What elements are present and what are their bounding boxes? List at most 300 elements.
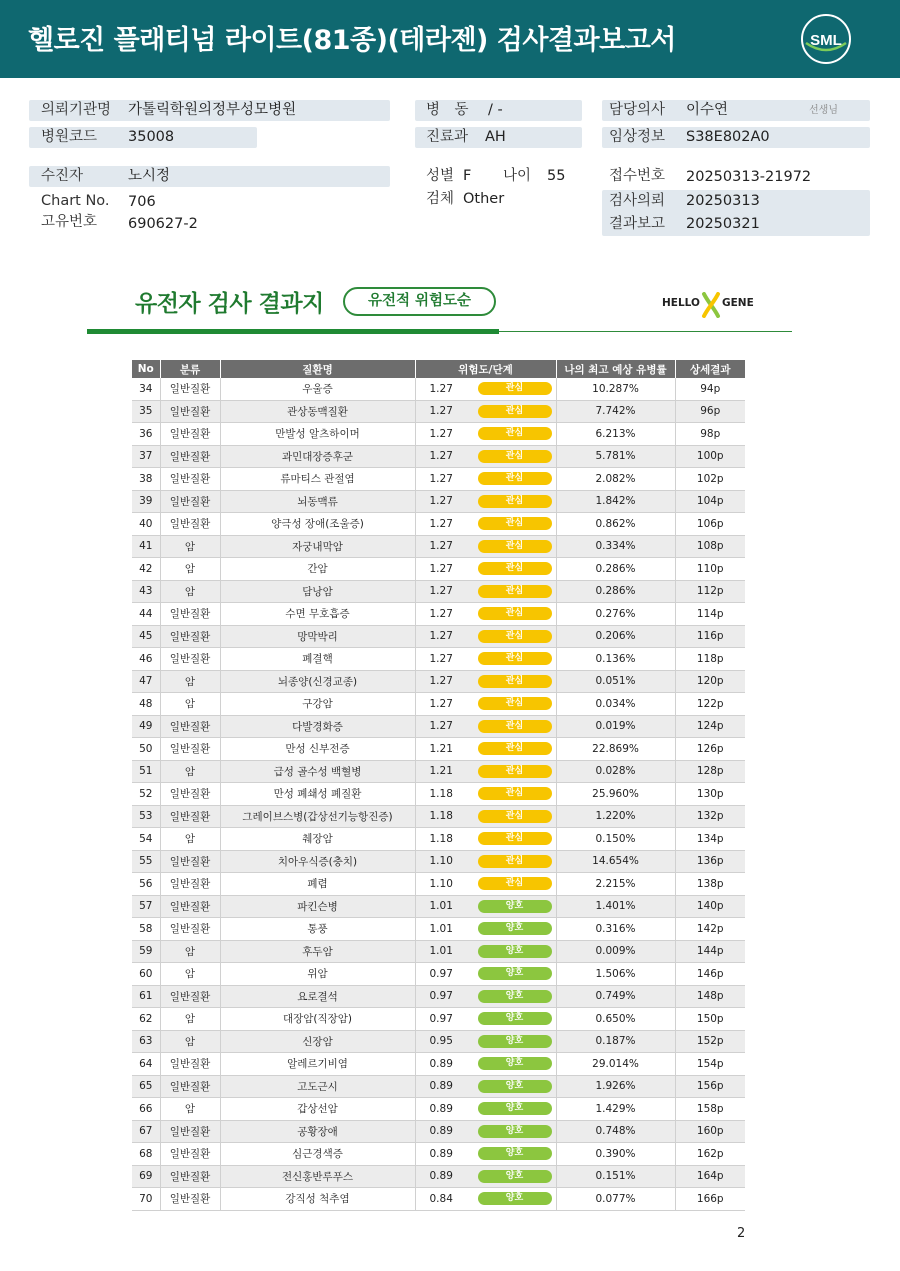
row-risk: [415, 1143, 556, 1166]
row-disease: 대장암(직장암): [220, 1008, 415, 1031]
row-prevalence: 0.187%: [556, 1030, 675, 1053]
stage-badge: 관심: [478, 832, 552, 845]
row-disease: 우울증: [220, 378, 415, 400]
row-prevalence: 0.316%: [556, 918, 675, 941]
row-category: 일반질환: [160, 1143, 220, 1166]
row-risk: [415, 918, 556, 941]
stage-badge: 관심: [478, 495, 552, 508]
row-category: 일반질환: [160, 445, 220, 468]
row-category: 일반질환: [160, 850, 220, 873]
row-detail-page: 138p: [675, 873, 745, 896]
row-risk: [415, 1030, 556, 1053]
row-detail-page: 126p: [675, 738, 745, 761]
row-detail-page: 96p: [675, 400, 745, 423]
specimen-label: 검체: [426, 191, 455, 207]
stage-badge: 양호: [478, 1080, 552, 1093]
row-disease: 심근경색증: [220, 1143, 415, 1166]
hello-gene-logo: [662, 292, 754, 318]
risk-value: 0.89: [429, 1147, 453, 1160]
stage-badge: 관심: [478, 810, 552, 823]
row-no: 59: [132, 940, 160, 963]
row-risk: [415, 490, 556, 513]
row-risk: [415, 895, 556, 918]
logo-text: SML: [810, 32, 842, 49]
row-risk: [415, 445, 556, 468]
row-category: 일반질환: [160, 738, 220, 761]
brand-hello: HELLO: [662, 297, 700, 309]
row-prevalence: 1.401%: [556, 895, 675, 918]
dna-icon: [700, 292, 722, 318]
row-no: 57: [132, 895, 160, 918]
row-no: 39: [132, 490, 160, 513]
row-detail-page: 114p: [675, 603, 745, 626]
row-prevalence: 1.429%: [556, 1098, 675, 1121]
row-risk: [415, 513, 556, 536]
risk-value: 0.89: [429, 1102, 453, 1115]
stage-badge: 관심: [478, 540, 552, 553]
row-risk: [415, 760, 556, 783]
doctor-label: 담당의사: [609, 102, 666, 118]
row-risk: [415, 783, 556, 806]
stage-badge: 관심: [478, 787, 552, 800]
row-detail-page: 104p: [675, 490, 745, 513]
row-category: 암: [160, 760, 220, 783]
row-disease: 담낭암: [220, 580, 415, 603]
row-prevalence: 0.286%: [556, 580, 675, 603]
row-prevalence: 5.781%: [556, 445, 675, 468]
table-row: [132, 580, 745, 603]
row-detail-page: 152p: [675, 1030, 745, 1053]
row-detail-page: 158p: [675, 1098, 745, 1121]
row-risk: [415, 648, 556, 671]
row-risk: [415, 1188, 556, 1211]
risk-value: 1.27: [429, 517, 453, 530]
stage-badge: 양호: [478, 967, 552, 980]
row-disease: 양극성 장애(조울증): [220, 513, 415, 536]
stage-badge: 양호: [478, 1057, 552, 1070]
row-category: 암: [160, 1098, 220, 1121]
row-category: 암: [160, 670, 220, 693]
row-no: 51: [132, 760, 160, 783]
col-prevalence: 나의 최고 예상 유병률: [556, 360, 675, 378]
row-no: 46: [132, 648, 160, 671]
row-category: 일반질환: [160, 918, 220, 941]
risk-value: 1.18: [429, 787, 453, 800]
row-no: 50: [132, 738, 160, 761]
table-row: [132, 535, 745, 558]
row-no: 38: [132, 468, 160, 491]
row-disease: 만성 신부전증: [220, 738, 415, 761]
stage-badge: 관심: [478, 630, 552, 643]
row-prevalence: 1.842%: [556, 490, 675, 513]
row-category: 일반질환: [160, 985, 220, 1008]
risk-value: 1.27: [429, 472, 453, 485]
stage-badge: 관심: [478, 720, 552, 733]
row-prevalence: 0.034%: [556, 693, 675, 716]
chart-label: Chart No.: [41, 193, 110, 209]
row-category: 일반질환: [160, 1188, 220, 1211]
section-accent-bar: [87, 329, 499, 334]
table-row: [132, 1098, 745, 1121]
row-disease: 뇌종양(신경교종): [220, 670, 415, 693]
row-detail-page: 160p: [675, 1120, 745, 1143]
risk-value: 0.84: [429, 1192, 453, 1205]
row-disease: 수면 무호흡증: [220, 603, 415, 626]
row-prevalence: 10.287%: [556, 378, 675, 400]
row-prevalence: 22.869%: [556, 738, 675, 761]
specimen-value: Other: [463, 191, 505, 207]
row-disease: 신장암: [220, 1030, 415, 1053]
row-no: 49: [132, 715, 160, 738]
row-no: 54: [132, 828, 160, 851]
row-no: 35: [132, 400, 160, 423]
row-no: 45: [132, 625, 160, 648]
risk-value: 1.18: [429, 832, 453, 845]
request-date-label: 검사의뢰: [609, 193, 666, 209]
row-category: 일반질환: [160, 490, 220, 513]
row-disease: 그레이브스병(갑상선기능항진증): [220, 805, 415, 828]
patient-bar: [29, 166, 390, 187]
row-detail-page: 120p: [675, 670, 745, 693]
row-prevalence: 0.286%: [556, 558, 675, 581]
stage-badge: 양호: [478, 900, 552, 913]
row-no: 55: [132, 850, 160, 873]
reception-value: 20250313-21972: [686, 169, 812, 185]
row-disease: 만성 폐쇄성 폐질환: [220, 783, 415, 806]
row-prevalence: 0.749%: [556, 985, 675, 1008]
risk-value: 1.27: [429, 562, 453, 575]
row-no: 69: [132, 1165, 160, 1188]
row-prevalence: 1.506%: [556, 963, 675, 986]
col-disease: 질환명: [220, 360, 415, 378]
table-row: [132, 1165, 745, 1188]
row-detail-page: 164p: [675, 1165, 745, 1188]
row-detail-page: 134p: [675, 828, 745, 851]
stage-badge: 관심: [478, 652, 552, 665]
row-detail-page: 166p: [675, 1188, 745, 1211]
row-prevalence: 0.748%: [556, 1120, 675, 1143]
report-date-value: 20250321: [686, 216, 760, 232]
row-no: 58: [132, 918, 160, 941]
row-detail-page: 102p: [675, 468, 745, 491]
table-row: [132, 1075, 745, 1098]
patient-label: 수진자: [41, 168, 84, 184]
row-category: 암: [160, 1030, 220, 1053]
table-row: [132, 558, 745, 581]
id-label: 고유번호: [41, 214, 98, 230]
row-category: 일반질환: [160, 895, 220, 918]
table-header-row: [132, 360, 745, 378]
row-disease: 전신홍반루푸스: [220, 1165, 415, 1188]
table-row: [132, 490, 745, 513]
row-disease: 다발경화증: [220, 715, 415, 738]
hospital-code-label: 병원코드: [41, 129, 98, 145]
row-disease: 뇌동맥류: [220, 490, 415, 513]
row-risk: [415, 535, 556, 558]
row-risk: [415, 715, 556, 738]
stage-badge: 관심: [478, 877, 552, 890]
section-subtitle: 유전적 위험도순: [343, 287, 496, 316]
request-date-value: 20250313: [686, 193, 760, 209]
table-row: [132, 783, 745, 806]
risk-value: 0.89: [429, 1080, 453, 1093]
report-title: 헬로진 플래티넘 라이트(81종)(테라젠) 검사결과보고서: [28, 25, 676, 56]
table-row: [132, 918, 745, 941]
row-prevalence: 2.215%: [556, 873, 675, 896]
row-disease: 폐결핵: [220, 648, 415, 671]
report-date-label: 결과보고: [609, 216, 666, 232]
row-category: 암: [160, 1008, 220, 1031]
row-disease: 폐렴: [220, 873, 415, 896]
row-disease: 통풍: [220, 918, 415, 941]
row-category: 암: [160, 828, 220, 851]
row-no: 48: [132, 693, 160, 716]
row-no: 63: [132, 1030, 160, 1053]
row-disease: 췌장암: [220, 828, 415, 851]
row-disease: 급성 골수성 백혈병: [220, 760, 415, 783]
sex-label: 성별: [426, 168, 455, 184]
risk-value: 1.21: [429, 742, 453, 755]
row-prevalence: 25.960%: [556, 783, 675, 806]
row-category: 일반질환: [160, 603, 220, 626]
row-prevalence: 2.082%: [556, 468, 675, 491]
table-row: [132, 423, 745, 446]
stage-badge: 양호: [478, 1170, 552, 1183]
risk-value: 1.01: [429, 900, 453, 913]
age-value: 55: [547, 168, 566, 184]
clinical-value: S38E802A0: [686, 129, 770, 145]
row-prevalence: 7.742%: [556, 400, 675, 423]
row-disease: 위암: [220, 963, 415, 986]
sml-logo: [800, 13, 852, 65]
row-prevalence: 0.009%: [556, 940, 675, 963]
table-row: [132, 625, 745, 648]
row-no: 56: [132, 873, 160, 896]
row-prevalence: 0.136%: [556, 648, 675, 671]
row-prevalence: 1.220%: [556, 805, 675, 828]
table-row: [132, 1053, 745, 1076]
row-detail-page: 156p: [675, 1075, 745, 1098]
stage-badge: 관심: [478, 855, 552, 868]
row-prevalence: 0.862%: [556, 513, 675, 536]
col-category: 분류: [160, 360, 220, 378]
row-no: 53: [132, 805, 160, 828]
row-no: 43: [132, 580, 160, 603]
page-number: 2: [737, 1226, 746, 1241]
row-category: 일반질환: [160, 715, 220, 738]
stage-badge: 관심: [478, 405, 552, 418]
reception-label: 접수번호: [609, 168, 666, 184]
results-table: [132, 360, 745, 1211]
row-disease: 고도근시: [220, 1075, 415, 1098]
row-detail-page: 116p: [675, 625, 745, 648]
row-category: 일반질환: [160, 423, 220, 446]
ward-value: / -: [488, 102, 503, 118]
requester-value: 가톨릭학원의정부성모병원: [128, 102, 297, 118]
table-row: [132, 940, 745, 963]
row-no: 68: [132, 1143, 160, 1166]
patient-value: 노시정: [128, 168, 171, 184]
table-row: [132, 738, 745, 761]
section-title: 유전자 검사 결과지: [135, 291, 324, 317]
row-detail-page: 122p: [675, 693, 745, 716]
row-risk: [415, 625, 556, 648]
table-row: [132, 603, 745, 626]
stage-badge: 관심: [478, 607, 552, 620]
row-risk: [415, 378, 556, 400]
risk-value: 1.27: [429, 630, 453, 643]
row-risk: [415, 580, 556, 603]
row-disease: 후두암: [220, 940, 415, 963]
row-disease: 공황장애: [220, 1120, 415, 1143]
table-row: [132, 400, 745, 423]
row-no: 40: [132, 513, 160, 536]
row-prevalence: 0.650%: [556, 1008, 675, 1031]
row-detail-page: 150p: [675, 1008, 745, 1031]
table-row: [132, 963, 745, 986]
row-detail-page: 98p: [675, 423, 745, 446]
stage-badge: 양호: [478, 922, 552, 935]
stage-badge: 관심: [478, 742, 552, 755]
row-risk: [415, 603, 556, 626]
risk-value: 0.97: [429, 990, 453, 1003]
table-row: [132, 513, 745, 536]
stage-badge: 관심: [478, 675, 552, 688]
stage-badge: 양호: [478, 1035, 552, 1048]
table-row: [132, 648, 745, 671]
row-category: 일반질환: [160, 648, 220, 671]
stage-badge: 관심: [478, 382, 552, 395]
table-row: [132, 1188, 745, 1211]
row-no: 65: [132, 1075, 160, 1098]
doctor-value: 이수연: [686, 102, 729, 118]
row-risk: [415, 940, 556, 963]
age-label: 나이: [503, 168, 532, 184]
row-no: 37: [132, 445, 160, 468]
row-prevalence: 0.206%: [556, 625, 675, 648]
row-category: 일반질환: [160, 1053, 220, 1076]
row-prevalence: 0.150%: [556, 828, 675, 851]
row-detail-page: 154p: [675, 1053, 745, 1076]
risk-value: 1.27: [429, 585, 453, 598]
row-risk: [415, 1098, 556, 1121]
clinical-label: 임상정보: [609, 129, 666, 145]
risk-value: 0.95: [429, 1035, 453, 1048]
table-row: [132, 445, 745, 468]
table-row: [132, 985, 745, 1008]
stage-badge: 양호: [478, 945, 552, 958]
row-no: 66: [132, 1098, 160, 1121]
risk-value: 0.89: [429, 1125, 453, 1138]
row-prevalence: 1.926%: [556, 1075, 675, 1098]
id-value: 690627-2: [128, 216, 198, 232]
row-disease: 요로결석: [220, 985, 415, 1008]
risk-value: 1.27: [429, 405, 453, 418]
row-detail-page: 108p: [675, 535, 745, 558]
row-prevalence: 14.654%: [556, 850, 675, 873]
row-detail-page: 106p: [675, 513, 745, 536]
table-row: [132, 828, 745, 851]
stage-badge: 관심: [478, 517, 552, 530]
row-risk: [415, 1165, 556, 1188]
row-category: 일반질환: [160, 513, 220, 536]
hospital-code-value: 35008: [128, 129, 175, 145]
row-risk: [415, 1053, 556, 1076]
table-row: [132, 760, 745, 783]
table-row: [132, 1120, 745, 1143]
risk-value: 0.97: [429, 967, 453, 980]
row-detail-page: 118p: [675, 648, 745, 671]
row-disease: 알레르기비염: [220, 1053, 415, 1076]
stage-badge: 양호: [478, 1125, 552, 1138]
risk-value: 1.01: [429, 922, 453, 935]
doctor-suffix: 선생님: [809, 105, 838, 116]
row-prevalence: 0.151%: [556, 1165, 675, 1188]
table-row: [132, 895, 745, 918]
risk-value: 1.10: [429, 855, 453, 868]
row-risk: [415, 873, 556, 896]
stage-badge: 관심: [478, 585, 552, 598]
table-row: [132, 873, 745, 896]
row-risk: [415, 693, 556, 716]
risk-value: 1.27: [429, 427, 453, 440]
risk-value: 1.01: [429, 945, 453, 958]
row-no: 70: [132, 1188, 160, 1211]
stage-badge: 관심: [478, 697, 552, 710]
row-detail-page: 94p: [675, 378, 745, 400]
row-detail-page: 112p: [675, 580, 745, 603]
risk-value: 1.27: [429, 607, 453, 620]
col-risk: 위험도/단계: [415, 360, 556, 378]
row-detail-page: 110p: [675, 558, 745, 581]
row-prevalence: 0.334%: [556, 535, 675, 558]
row-disease: 파킨슨병: [220, 895, 415, 918]
row-detail-page: 140p: [675, 895, 745, 918]
row-no: 47: [132, 670, 160, 693]
department-value: AH: [485, 129, 506, 145]
stage-badge: 관심: [478, 765, 552, 778]
row-disease: 간암: [220, 558, 415, 581]
risk-value: 1.27: [429, 495, 453, 508]
row-detail-page: 142p: [675, 918, 745, 941]
row-category: 암: [160, 558, 220, 581]
row-disease: 망막박리: [220, 625, 415, 648]
sex-value: F: [463, 168, 472, 184]
stage-badge: 양호: [478, 990, 552, 1003]
row-disease: 만발성 알츠하이머: [220, 423, 415, 446]
row-risk: [415, 1008, 556, 1031]
brand-gene: GENE: [722, 297, 754, 309]
risk-value: 1.27: [429, 652, 453, 665]
risk-value: 1.27: [429, 382, 453, 395]
ward-label: 병 동: [426, 102, 469, 118]
row-detail-page: 130p: [675, 783, 745, 806]
row-risk: [415, 558, 556, 581]
department-label: 진료과: [426, 129, 469, 145]
stage-badge: 양호: [478, 1147, 552, 1160]
row-prevalence: 0.051%: [556, 670, 675, 693]
row-detail-page: 162p: [675, 1143, 745, 1166]
row-disease: 자궁내막암: [220, 535, 415, 558]
row-category: 암: [160, 963, 220, 986]
row-prevalence: 29.014%: [556, 1053, 675, 1076]
row-risk: [415, 423, 556, 446]
row-no: 52: [132, 783, 160, 806]
row-risk: [415, 828, 556, 851]
col-no: No: [132, 360, 160, 378]
row-prevalence: 0.077%: [556, 1188, 675, 1211]
row-category: 일반질환: [160, 1120, 220, 1143]
